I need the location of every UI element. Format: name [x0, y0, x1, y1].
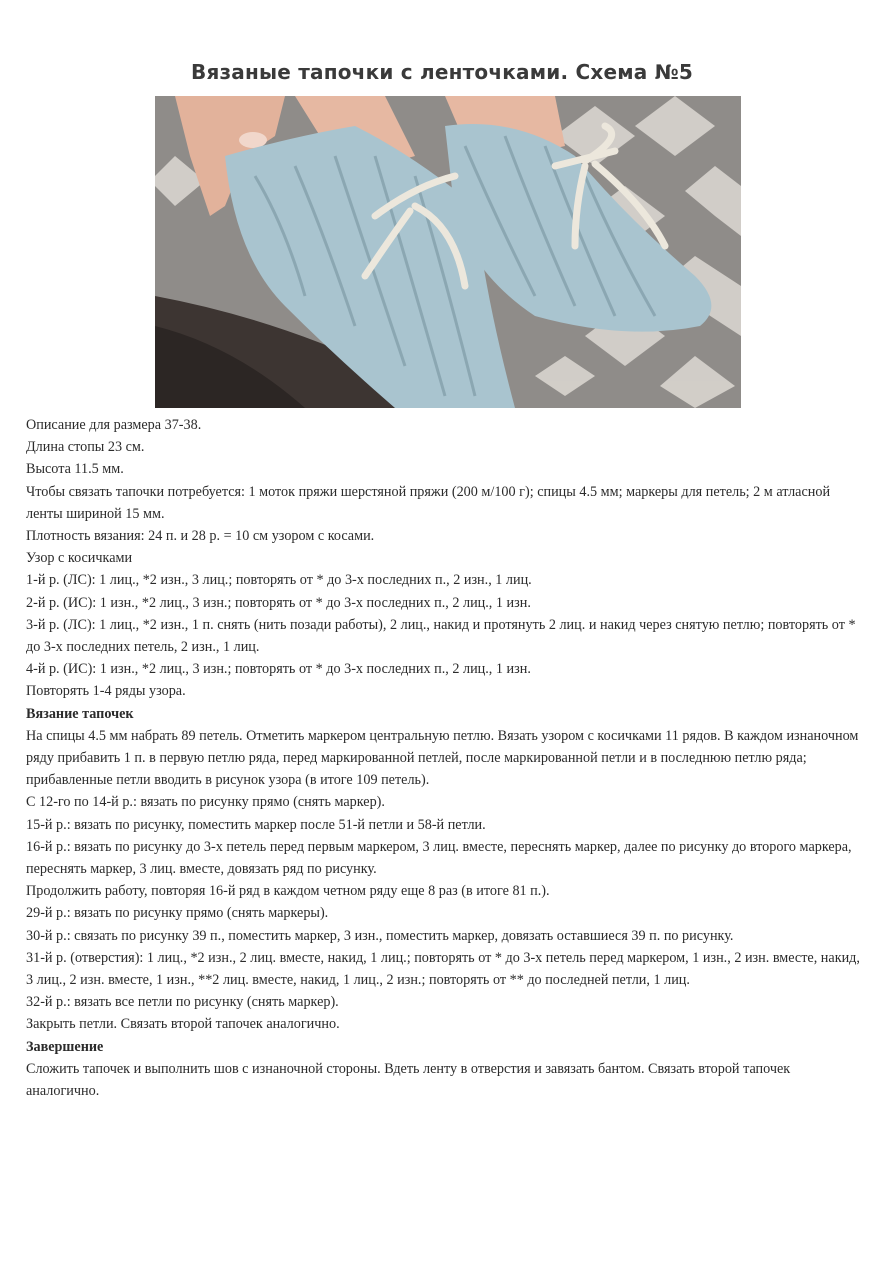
text-line: На спицы 4.5 мм набрать 89 петель. Отметить маркером центральную петлю. Вязать узором с косичками 11 рядов. В каждом изнаночном ряду прибавить 1 п. в первую петлю ряда, перед маркированной петлей, после маркированной петли и в последнюю петлю ряда; прибавленные петли вводить в рисунок узора (в итоге 109 петель).: [26, 727, 859, 789]
text-line: 16-й р.: вязать по рисунку до 3-х петель перед первым маркером, 3 лиц. вместе, переснять маркер, далее по рисунку до второго маркера, переснять маркер, 3 лиц. вместе, довязать ряд по рисунку.: [26, 838, 852, 878]
photo-illustration: [155, 96, 741, 408]
text-line: Плотность вязания: 24 п. и 28 р. = 10 см узором с косами.: [26, 528, 375, 545]
text-line: 3-й р. (ЛС): 1 лиц., *2 изн., 1 п. снять (нить позади работы), 2 лиц., накид и протянуть 2 лиц. и накид через снятую петлю; повторять от * до 3-х последних петель, 2 изн., 1 лиц.: [26, 616, 856, 656]
section-heading-finish: Завершение: [26, 1038, 104, 1055]
text-line: 2-й р. (ИС): 1 изн., *2 лиц., 3 изн.; повторять от * до 3-х последних п., 2 лиц., 1 изн.: [26, 594, 531, 611]
text-line: 31-й р. (отверстия): 1 лиц., *2 изн., 2 лиц. вместе, накид, 1 лиц.; повторять от * до 3-х петель перед маркером, 1 изн., 2 изн. вместе, накид, 3 лиц., 2 изн. вместе, 1 изн., **2 лиц. вместе, накид, 1 лиц., 2 изн.; повторять от ** до последней петли, 1 лиц.: [26, 949, 860, 989]
text-line: Продолжить работу, повторяя 16-й ряд в каждом четном ряду еще 8 раз (в итоге 81 п.).: [26, 883, 550, 900]
text-line: Высота 11.5 мм.: [26, 461, 124, 478]
text-line: Чтобы связать тапочки потребуется: 1 моток пряжи шерстяной пряжи (200 м/100 г); спицы 4.5 мм; маркеры для петель; 2 м атласной ленты шириной 15 мм.: [26, 483, 831, 522]
knitted-slippers-photo: [155, 96, 741, 408]
section-heading-knitting: Вязание тапочек: [26, 705, 134, 722]
pattern-description: [26, 414, 866, 1102]
text-line: 1-й р. (ЛС): 1 лиц., *2 изн., 3 лиц.; повторять от * до 3-х последних п., 2 изн., 1 лиц.: [26, 572, 532, 589]
text-line: 4-й р. (ИС): 1 изн., *2 лиц., 3 изн.; повторять от * до 3-х последних п., 2 лиц., 1 изн.: [26, 661, 531, 678]
text-line: 32-й р.: вязать все петли по рисунку (снять маркер).: [26, 994, 339, 1011]
text-line: 29-й р.: вязать по рисунку прямо (снять маркеры).: [26, 905, 329, 922]
text-line: 30-й р.: связать по рисунку 39 п., поместить маркер, 3 изн., поместить маркер, довязать оставшиеся 39 п. по рисунку.: [26, 927, 734, 944]
text-line: Закрыть петли. Связать второй тапочек аналогично.: [26, 1016, 340, 1033]
page-title: Вязаные тапочки с ленточками. Схема №5: [191, 60, 693, 84]
text-line: Описание для размера 37-38.: [26, 417, 202, 433]
text-line: Повторять 1-4 ряды узора.: [26, 683, 186, 700]
text-line: 15-й р.: вязать по рисунку, поместить маркер после 51-й петли и 58-й петли.: [26, 816, 486, 833]
text-line: С 12-го по 14-й р.: вязать по рисунку прямо (снять маркер).: [26, 794, 385, 811]
text-line: Длина стопы 23 см.: [26, 439, 145, 456]
text-line: Сложить тапочек и выполнить шов с изнаночной стороны. Вдеть ленту в отверстия и завязать бантом. Связать второй тапочек аналогично.: [26, 1060, 791, 1100]
text-line: Узор с косичками: [26, 550, 133, 567]
